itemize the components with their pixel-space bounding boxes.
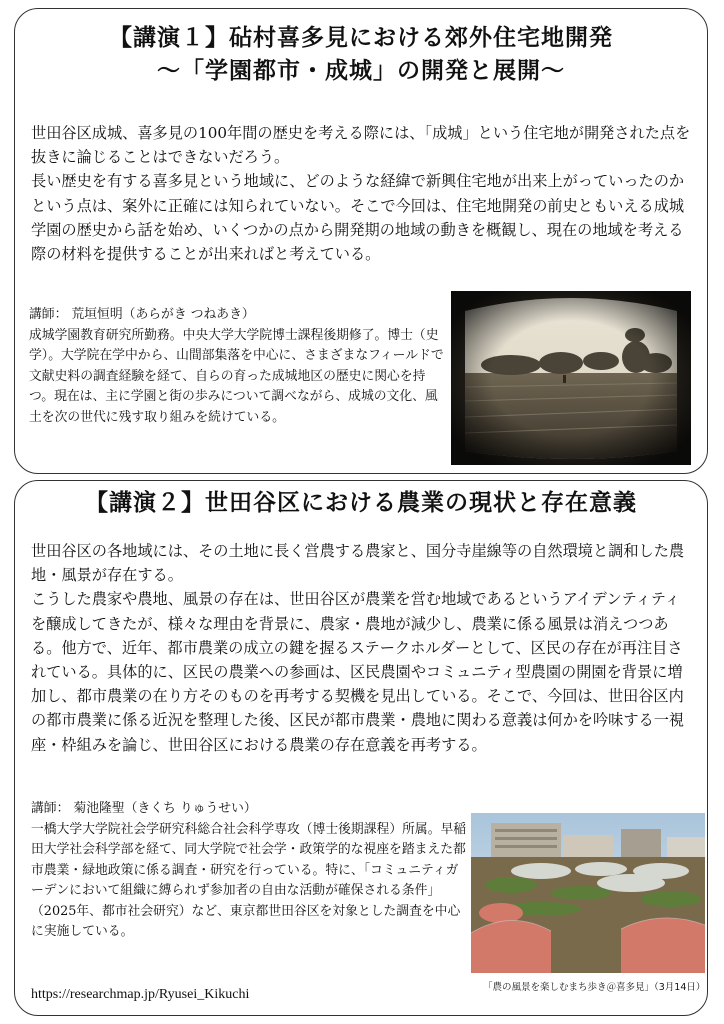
- urban-farm-photo-image: [471, 813, 705, 973]
- lecture1-description: [31, 121, 695, 266]
- historical-field-photo: [451, 291, 691, 465]
- lecture2-panel: [14, 480, 708, 1016]
- lecture1-title-block: [15, 21, 707, 87]
- lecture2-paragraph: こうした農家や農地、風景の存在は、世田谷区が農業を営む地域であるというアイデンティティを醸成してきたが、様々な理由を背景に、農家・農地が減少し、農業に係る風景は消えつつある。他方で、近年、都市農業の成立の鍵を握るステークホルダーとして、区民の存在が再注目されている。具体的に、区民の農業への参画は、区民農園やコミュニティ型農園の開園を背景に増加し、都市農業の在り方そのものを再考する契機を見出している。そこで、今回は、世田谷区内の都市農業に係る近況を整理した後、区民が都市農業・農地に関わる意義は何かを吟味する一視座・枠組みを論じ、世田谷区における農業の存在意義を再考する。: [31, 590, 685, 754]
- lecturer-bio: 成城学園教育研究所勤務。中央大学大学院博士課程後期修了。博士（史学）。大学院在学中から、山間部集落を中心に、さまざまなフィールドで文献史料の調査経験を経て、自らの育った成城地区の歴史に関心を持つ。現在は、主に学園と街の歩みについて調べながら、成城の文化、風土を次の世代に残す取り組みを続けている。: [29, 327, 444, 425]
- lecture1-paragraph: 長い歴史を有する喜多見という地域に、どのような経緯で新興住宅地が出来上がっていったのかという点は、案外に正確には知られていない。そこで今回は、住宅地開発の前史ともいえる成城学園の歴史から話を始め、いくつかの点から開発期の地域の動きを概観し、現在の地域を考える際の材料を提供することが出来ればと考えている。: [31, 172, 685, 264]
- photo-caption: 「農の風景を楽しむまち歩き＠喜多見」（3月14日）: [483, 982, 706, 993]
- lecturer-bio: 一橋大学大学院社会学研究科総合社会科学専攻（博士後期課程）所属。早稲田大学社会科学部を経て、同大学院で社会学・政策学的な視座を踏まえた都市農業・緑地政策に係る調査・研究を行っている。特に、「コミュニティガーデンにおいて組織に縛られず参加者の自由な活動が確保される条件」（2025年、都市社会研究）など、東京都世田谷区を対象とした調査を中心に実施している。: [31, 821, 467, 939]
- lecture1-title: 【講演１】砧村喜多見における郊外住宅地開発: [109, 24, 613, 51]
- urban-farm-photo: [471, 813, 705, 973]
- lecture2-title: 【講演２】世田谷区における農業の現状と存在意義: [85, 489, 637, 516]
- lecturer-name: 講師： 菊池隆聖（きくち りゅうせい）: [31, 801, 257, 816]
- lecture1-lecturer: [29, 305, 445, 428]
- historical-field-photo-image: [451, 291, 691, 465]
- lecture2-lecturer: [31, 799, 467, 943]
- lecture2-title-block: [15, 485, 707, 521]
- lecture1-paragraph: 世田谷区成城、喜多見の100年間の歴史を考える際には、「成城」という住宅地が開発された点を抜きに論じることはできないだろう。: [31, 124, 691, 167]
- lecturer-name: 講師： 荒垣恒明（あらがき つねあき）: [29, 307, 255, 322]
- lecture1-subtitle: 〜「学園都市・成城」の開発と展開〜: [157, 57, 565, 84]
- lecture1-panel: [14, 8, 708, 474]
- lecture2-description: [31, 539, 695, 757]
- lecture2-paragraph: 世田谷区の各地域には、その土地に長く営農する農家と、国分寺崖線等の自然環境と調和した農地・風景が存在する。: [31, 542, 685, 585]
- researchmap-link[interactable]: https://researchmap.jp/Ryusei_Kikuchi: [31, 987, 250, 1002]
